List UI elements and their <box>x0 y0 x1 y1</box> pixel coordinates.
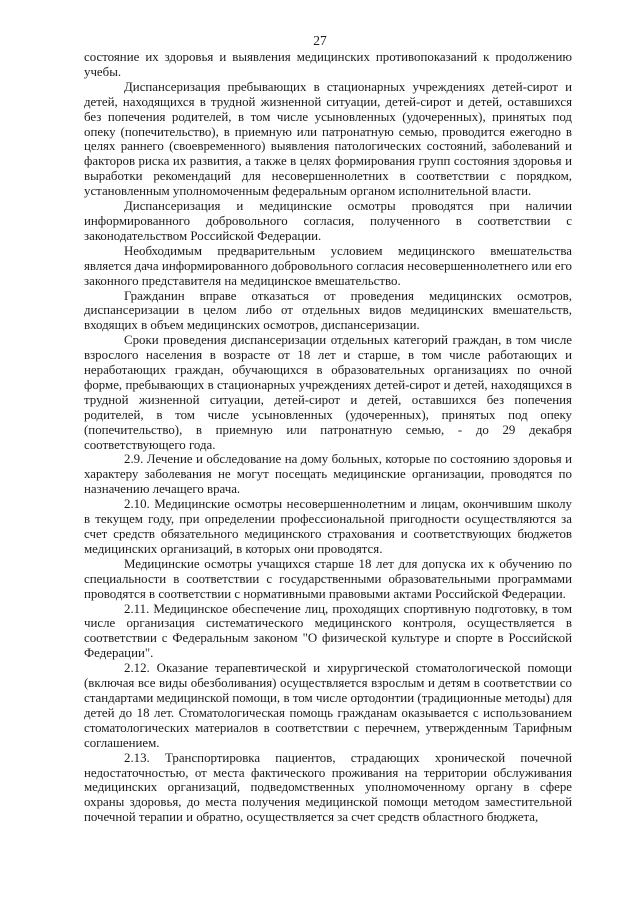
paragraph: состояние их здоровья и выявления медицинских противопоказаний к продолжению учебы. <box>84 50 572 79</box>
paragraph: Гражданин вправе отказаться от проведения медицинских осмотров, диспансеризации в целом либо от отдельных видов медицинских вмешательств, входящих в объем медицинских осмотров, диспансеризации. <box>84 288 572 333</box>
paragraph: Необходимым предварительным условием медицинского вмешательства является дача информированного добровольного согласия несовершеннолетнего или его законного представителя на медицинское вмешательство. <box>84 243 572 288</box>
paragraph-section-2-12: 2.12. Оказание терапевтической и хирургической стоматологической помощи (включая все виды обезболивания) осуществляется взрослым и детям в соответствии со стандартами медицинской помощи, в том числе ортодонтии (традиционные методы) для детей до 18 лет. Стоматологическая помощь гражданам оказывается с использованием стоматологических материалов в соответствии с перечнем, утвержденным Тарифным соглашением. <box>84 661 572 750</box>
paragraph-section-2-10: 2.10. Медицинские осмотры несовершеннолетним и лицам, окончившим школу в текущем году, при определении профессиональной пригодности осуществляются за счет средств обязательного медицинского страхования и соответствующих бюджетов медицинских организаций, в которых они проводятся. <box>84 497 572 556</box>
paragraph: Медицинские осмотры учащихся старше 18 лет для допуска их к обучению по специальности в соответствии с государственными образовательными программами проводятся в соответствии с нормативными правовыми актами Российской Федерации. <box>84 556 572 601</box>
paragraph-section-2-11: 2.11. Медицинское обеспечение лиц, проходящих спортивную подготовку, в том числе организация систематического медицинского контроля, осуществляется в соответствии с Федеральным законом "О физической культуре и спорте в Российской Федерации". <box>84 601 572 661</box>
page-number: 27 <box>313 33 327 48</box>
paragraph-section-2-13: 2.13. Транспортировка пациентов, страдающих хронической почечной недостаточностью, от места фактического проживания на территории обслуживания медицинских организаций, подведомственных уполномоченному органу в сфере охраны здоровья, до места получения медицинской помощи методом заместительной почечной терапии и обратно, осуществляется за счет средств областного бюджета, <box>84 750 572 825</box>
document-body <box>84 50 572 825</box>
paragraph: Сроки проведения диспансеризации отдельных категорий граждан, в том числе взрослого населения в возрасте от 18 лет и старше, в том числе работающих и неработающих граждан, обучающихся в образовательных организациях по очной форме, пребывающих в стационарных учреждениях детей-сирот и детей, находящихся в трудной жизненной ситуации, детей-сирот и детей, оставшихся без попечения родителей, в том числе усыновленных (удочеренных), принятых под опеку (попечительство), в приемную или патронатную семью, - до 29 декабря соответствующего года. <box>84 333 572 452</box>
paragraph: Диспансеризация пребывающих в стационарных учреждениях детей-сирот и детей, находящихся в трудной жизненной ситуации, детей-сирот и детей, оставшихся без попечения родителей, в том числе усыновленных (удочеренных), принятых под опеку (попечительство), в приемную или патронатную семью, проводится ежегодно в целях раннего (своевременного) выявления патологических состояний, заболеваний и факторов риска их развития, а также в целях формирования групп состояния здоровья и выработки рекомендаций для несовершеннолетних в соответствии с порядком, установленным уполномоченным федеральным органом исполнительной власти. <box>84 79 572 199</box>
paragraph-section-2-9: 2.9. Лечение и обследование на дому больных, которые по состоянию здоровья и характеру заболевания не могут посещать медицинские организации, проводятся по назначению лечащего врача. <box>84 452 572 497</box>
paragraph: Диспансеризация и медицинские осмотры проводятся при наличии информированного добровольного согласия, полученного в соответствии с законодательством Российской Федерации. <box>84 199 572 243</box>
